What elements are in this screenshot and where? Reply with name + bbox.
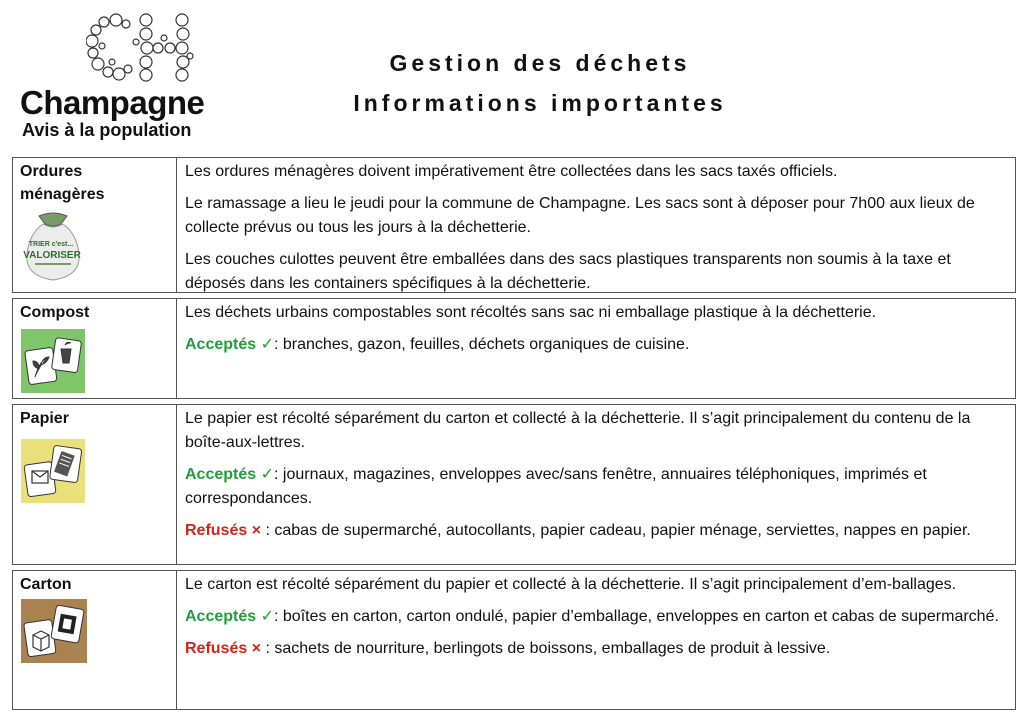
compost-icon <box>21 329 85 393</box>
section-body <box>177 299 1015 398</box>
carton-icon <box>21 599 87 663</box>
checkmark-icon: ✓ <box>260 336 275 353</box>
svg-text:CH: CH <box>86 12 88 13</box>
accepted-items: : journaux, magazines, enveloppes avec/sans fenêtre, annuaires téléphoniques, imprimés et correspondances. <box>185 466 927 507</box>
refused-label: Refusés <box>185 522 248 539</box>
section-papier <box>12 404 1016 565</box>
accepted-label: Acceptés <box>185 336 257 353</box>
logo <box>20 12 235 140</box>
paragraph: Les ordures ménagères doivent impérativement être collectées dans les sacs taxés officiels. <box>185 163 838 180</box>
accepted-items: : branches, gazon, feuilles, déchets organiques de cuisine. <box>274 336 690 353</box>
section-body <box>177 405 1015 564</box>
section-label-cell <box>13 571 177 709</box>
checkmark-icon: ✓ <box>260 466 275 483</box>
section-carton <box>12 570 1016 710</box>
section-title: Compost <box>20 304 90 321</box>
checkmark-icon: ✓ <box>260 608 275 625</box>
paragraph: Les déchets urbains compostables sont récoltés sans sac ni emballage plastique à la déchetterie. <box>185 304 877 321</box>
ch-bubble-logo-icon <box>86 12 196 84</box>
section-title: Ordures ménagères <box>20 163 105 203</box>
section-body <box>177 158 1015 292</box>
section-label-cell <box>13 158 177 292</box>
svg-text:VALORISER: VALORISER <box>23 250 81 261</box>
refused-items: : sachets de nourriture, berlingots de boissons, emballages de produit à lessive. <box>261 640 831 657</box>
section-compost <box>12 298 1016 399</box>
paragraph: Le ramassage a lieu le jeudi pour la commune de Champagne. Les sacs sont à déposer pour 7h00 aux lieux de collecte prévus ou tous les jours à la déchetterie. <box>185 195 975 236</box>
paper-icon <box>21 439 85 503</box>
paragraph: Le papier est récolté séparément du carton et collecté à la déchetterie. Il s’agit principalement du contenu de la boîte-aux-lettres. <box>185 410 971 451</box>
section-title: Papier <box>20 410 69 427</box>
refused-items: : cabas de supermarché, autocollants, papier cadeau, papier ménage, serviettes, nappes en papier. <box>261 522 971 539</box>
accepted-label: Acceptés <box>185 608 257 625</box>
accepted-line <box>185 605 1005 629</box>
section-label-cell <box>13 405 177 564</box>
refused-label: Refusés <box>185 640 248 657</box>
cross-icon: × <box>251 522 262 539</box>
trash-bag-icon <box>21 210 85 282</box>
refused-line <box>185 637 1005 661</box>
logo-tagline: Avis à la population <box>22 120 192 140</box>
paragraph: Les couches culottes peuvent être emballées dans des sacs plastiques transparents non soumis à la taxe et déposés dans les containers spécifiques à la déchetterie. <box>185 251 951 292</box>
paragraph: Le carton est récolté séparément du papier et collecté à la déchetterie. Il s’agit principalement d’em-ballages. <box>185 576 957 593</box>
section-title: Carton <box>20 576 72 593</box>
page-title: Gestion des déchets <box>389 50 691 76</box>
section-body <box>177 571 1015 709</box>
section-ordures-menageres <box>12 157 1016 293</box>
accepted-line <box>185 333 1005 357</box>
section-label-cell <box>13 299 177 398</box>
refused-line <box>185 519 1005 543</box>
accepted-items: : boîtes en carton, carton ondulé, papier d’emballage, enveloppes en carton et cabas de supermarché. <box>274 608 999 625</box>
cross-icon: × <box>251 640 262 657</box>
page-subtitle: Informations importantes <box>353 90 727 116</box>
accepted-line <box>185 463 1005 511</box>
logo-name: Champagne <box>20 84 205 121</box>
accepted-label: Acceptés <box>185 466 257 483</box>
svg-text:TRIER c'est...: TRIER c'est... <box>28 241 74 248</box>
